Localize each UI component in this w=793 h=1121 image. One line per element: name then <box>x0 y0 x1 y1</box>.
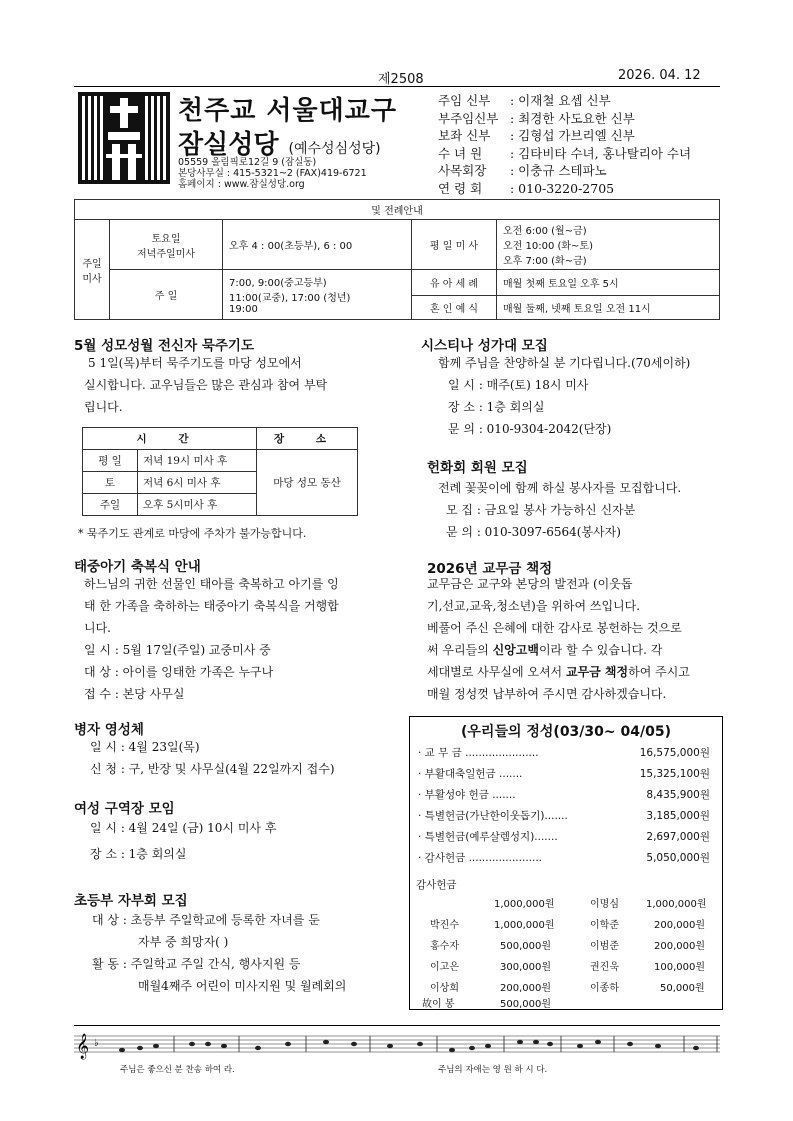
donor-amount: 200,000원 <box>500 983 552 994</box>
donor-amount: 1,000,000원 <box>494 920 555 931</box>
clergy-row: 연 령 회 : 010-3220-2705 <box>438 180 615 196</box>
wedding-value: 매월 둘째, 넷째 토요일 오전 11시 <box>497 296 720 320</box>
rosary-heading: 5월 성모성월 전신자 묵주기도 <box>74 338 254 354</box>
dues-heading: 2026년 교무금 책정 <box>427 561 553 577</box>
offering-row: · 부활대축일헌금 ....... 15,325,100원 <box>418 768 710 780</box>
flower-text: 전례 꽃꽂이에 함께 하실 봉사자를 모집합니다. 모 집 : 금요일 봉사 가능하신 신자분 문 의 : 010-3097-6564(봉사자) <box>438 481 682 539</box>
infant-baptism-label: 유 아 세 례 <box>412 270 497 296</box>
issue-number: 제2508 <box>378 72 424 87</box>
svg-text:♭: ♭ <box>94 1038 99 1049</box>
rosary-table <box>82 427 358 516</box>
donor-name: 박진수 <box>430 920 459 931</box>
offerings-box <box>409 716 723 1010</box>
weekday-label: 평 일 미 사 <box>412 220 497 270</box>
donor-amount: 500,000원 <box>500 999 552 1010</box>
church-subtitle: (예수성심성당) <box>288 141 381 157</box>
offering-row: · 교 무 금 ...................... 16,575,000원 <box>418 747 710 759</box>
infant-baptism-value: 매월 첫째 토요일 오후 5시 <box>497 270 720 296</box>
donor-name: 권진욱 <box>590 962 619 973</box>
saturday-label: 토요일 저녁주일미사 <box>110 220 223 270</box>
offering-row: · 특별헌금(가난한이웃돕기)....... 3,185,000원 <box>418 810 710 822</box>
clergy-row: 보좌 신부 : 김형섭 가브리엘 신부 <box>438 128 635 143</box>
svg-text:𝄞: 𝄞 <box>76 1034 90 1059</box>
rosary-row-day: 주일 <box>83 494 138 516</box>
donor-name: 故이 봉 <box>422 999 455 1010</box>
dues-text: 교무금은 교구와 본당의 발전과 (이웃돕 기,선교,교육,청소년)을 위하여 쓰입니다. 베풀어 주신 은혜에 대한 감사로 봉헌하는 것으로 써 우리들의 신앙고백이라 할 수 있습니다. 각 세대별로 사무실에 오셔서 교무금 책정하여 주시고 매월 정성껏 납부하여 주시면 감사하겠습니다. <box>427 577 690 701</box>
offerings-title: (우리들의 정성(03/30~ 04/05) <box>461 724 671 740</box>
sick-heading: 병자 영성체 <box>74 722 144 738</box>
clergy-list <box>438 92 691 197</box>
donor-name: 이학준 <box>590 920 619 931</box>
elementary-heading: 초등부 자부회 모집 <box>74 893 188 909</box>
women-heading: 여성 구역장 모임 <box>74 801 175 817</box>
donor-amount: 50,000원 <box>660 983 705 994</box>
schedule-caption: 및 전례안내 <box>75 200 720 220</box>
donor-amount: 200,000원 <box>654 920 706 931</box>
flower-heading: 헌화회 회원 모집 <box>427 460 528 476</box>
saturday-times: 오후 4 : 00(초등부), 6 : 00 <box>223 220 412 270</box>
sick-text: 일 시 : 4월 23일(목) 신 청 : 구, 반장 및 사무실(4월 22일까지 접수) <box>90 740 335 776</box>
rosary-place: 마당 성모 동산 <box>257 450 358 516</box>
clergy-row: 사목회장 : 이충규 스테파노 <box>438 163 607 178</box>
donor-amount: 1,000,000원 <box>646 899 707 910</box>
rosary-row-time: 저녁 6시 미사 후 <box>138 472 257 494</box>
sunday-label: 주 일 <box>110 270 223 320</box>
elementary-text: 대 상 : 초등부 주일학교에 등록한 자녀를 둔 자부 중 희망자( ) 활 동 : 주일학교 주일 간식, 행사지원 등 매월4째주 어린이 미사지원 및 월례회의 <box>92 913 347 993</box>
sunday-mass-label: 주일 미사 <box>75 220 110 320</box>
thanks-offering-label: 감사헌금 <box>416 879 457 891</box>
rosary-row-time: 저녁 19시 미사 후 <box>138 450 257 472</box>
donor-name: 이종하 <box>590 983 619 994</box>
donor-name: 이범준 <box>590 941 619 952</box>
wedding-label: 혼 인 예 식 <box>412 296 497 320</box>
issue-date: 2026. 04. 12 <box>618 68 701 83</box>
choir-text: 함께 주님을 찬양하실 분 기다립니다.(70세이하) 일 시 : 매주(토) 18시 미사 장 소 : 1층 회의실 문 의 : 010-9304-2042(단장) <box>438 356 691 436</box>
rosary-row-time: 오후 5시미사 후 <box>138 494 257 516</box>
blessing-heading: 태중아기 축복식 안내 <box>74 559 201 575</box>
clergy-row: 수 녀 원 : 김타비타 수녀, 홍나탈리아 수녀 <box>438 145 692 161</box>
clergy-row: 주임 신부 : 이재철 요셉 신부 <box>438 93 611 108</box>
hymn-lyrics-2: 주님의 자애는 영 원 하 시 다. <box>438 1065 548 1075</box>
offering-row: · 감사헌금 ...................... 5,050,000원 <box>418 852 710 864</box>
donor-amount: 100,000원 <box>654 962 706 973</box>
col-time: 시 간 <box>83 428 257 450</box>
choir-heading: 시스티나 성가대 모집 <box>421 338 548 354</box>
donor-amount: 300,000원 <box>500 962 552 973</box>
donor-amount: 1,000,000원 <box>494 899 555 910</box>
offering-row: · 부활성야 헌금 ....... 8,435,900원 <box>418 789 710 801</box>
church-logo-icon <box>78 92 170 184</box>
church-title-name: 잠실성당 (예수성심성당) <box>178 130 381 160</box>
rosary-row-day: 평 일 <box>83 450 138 472</box>
rosary-note: * 묵주기도 관계로 마당에 주차가 불가능합니다. <box>78 527 307 540</box>
rosary-row-day: 토 <box>83 472 138 494</box>
sunday-times: 7:00, 9:00(중고등부) 11:00(교중), 17:00 (청년) 19:00 <box>223 270 412 320</box>
church-title-diocese: 천주교 서울대교구 <box>178 96 397 126</box>
donor-name: 홍수자 <box>430 941 459 952</box>
blessing-text: 하느님의 귀한 선물인 태아를 축복하고 아기를 잉 태 한 가족을 축하하는 태중아기 축복식을 거행합 니다. 일 시 : 5월 17일(주일) 교중미사 중 대 상 : 아이를 잉태한 가족은 누구나 접 수 : 본당 사무실 <box>84 577 339 701</box>
hymn-lyrics-1: 주님은 좋으신 분 찬송 하여 라. <box>120 1065 235 1075</box>
clergy-row: 부주임신부 : 최경한 사도요한 신부 <box>438 110 635 126</box>
offering-row: · 특별헌금(예루살렘성지)....... 2,697,000원 <box>418 831 710 843</box>
col-place: 장 소 <box>257 428 358 450</box>
footer-rule <box>74 1025 720 1026</box>
donor-amount: 200,000원 <box>654 941 706 952</box>
mass-schedule-table <box>74 199 720 320</box>
address-line-1: 05559 올림픽로12길 9 (잠실동) <box>178 157 317 168</box>
donor-name: 이상희 <box>430 983 459 994</box>
homepage-link[interactable]: 홈페이지 : www.잠실성당.org <box>178 179 305 190</box>
rosary-text: 5 1일(목)부터 묵주기도를 마당 성모에서 실시합니다. 교우님들은 많은 관심과 참여 부탁 립니다. <box>84 356 328 414</box>
weekday-times: 오전 6:00 (월~금) 오전 10:00 (화~토) 오후 7:00 (화~금) <box>497 220 720 270</box>
women-text: 일 시 : 4월 24일 (금) 10시 미사 후 장 소 : 1층 회의실 <box>90 821 277 861</box>
header-rule <box>74 86 720 87</box>
donor-name: 이고은 <box>430 962 459 973</box>
donor-name: 이명심 <box>590 899 619 910</box>
donor-amount: 500,000원 <box>500 941 552 952</box>
address-line-2: 본당사무실 : 415-5321~2 (FAX)419-6721 <box>178 168 367 179</box>
